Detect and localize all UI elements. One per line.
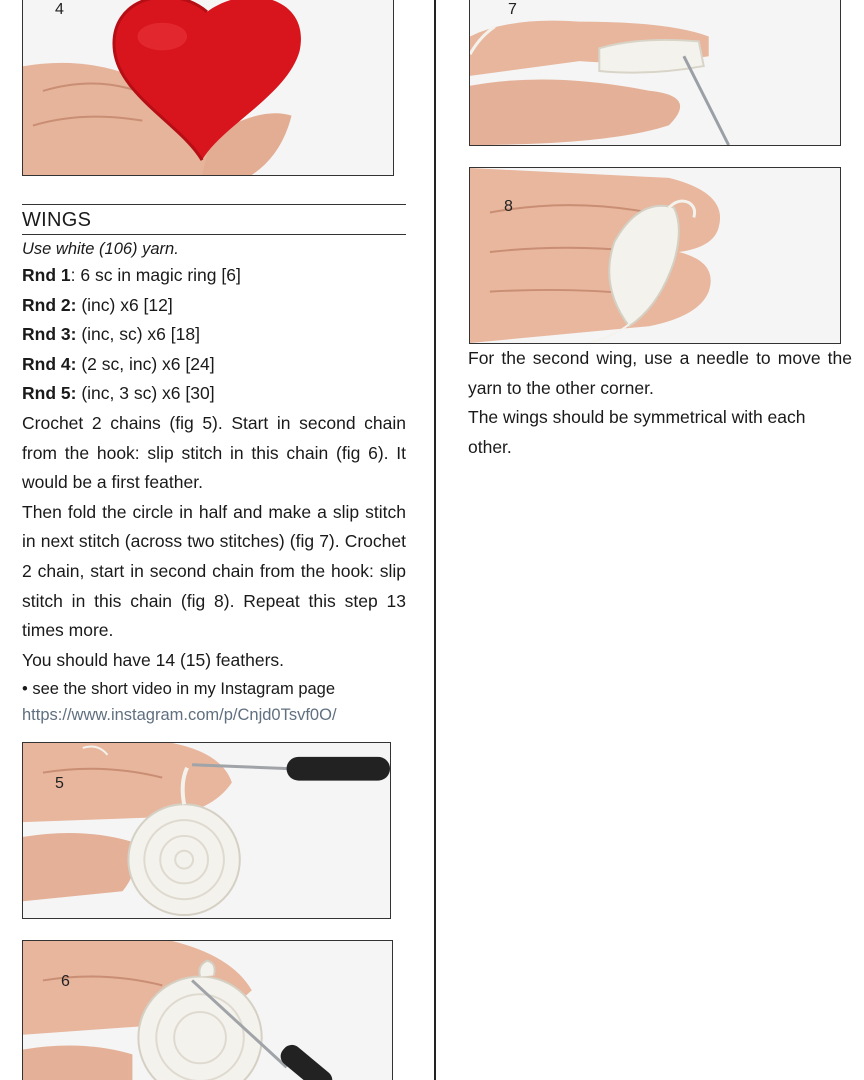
round-3 xyxy=(22,320,406,350)
round-4-text: (2 sc, inc) x6 [24] xyxy=(76,353,215,374)
figure-8-number: 8 xyxy=(504,198,513,215)
instagram-link[interactable]: https://www.instagram.com/p/Cnjd0Tsvf0O/ xyxy=(22,706,337,725)
round-5-text: (inc, 3 sc) x6 [30] xyxy=(76,383,215,404)
round-3-text: (inc, sc) x6 [18] xyxy=(76,324,200,345)
round-2-label: Rnd 2: xyxy=(22,294,77,315)
figure-6-image xyxy=(23,941,392,1080)
round-3-label: Rnd 3: xyxy=(22,324,77,345)
figure-5-number: 5 xyxy=(55,775,64,792)
figure-8-photo xyxy=(469,167,841,344)
figure-4-heart-photo xyxy=(22,0,394,176)
round-2 xyxy=(22,291,406,321)
figure-5-image xyxy=(23,743,390,918)
round-5 xyxy=(22,379,406,409)
round-1-text: 6 sc in magic ring [6] xyxy=(75,265,241,285)
figure-8-image xyxy=(470,168,840,343)
round-4 xyxy=(22,350,406,380)
feather-count: You should have 14 (15) feathers. xyxy=(22,649,285,670)
figure-7-number: 7 xyxy=(508,1,517,18)
video-note: • see the short video in my Instagram page xyxy=(22,680,336,699)
second-wing-instructions: For the second wing, use a needle to move the yarn to the other corner. xyxy=(468,348,852,398)
figure-7-image xyxy=(470,0,840,145)
figure-6-number: 6 xyxy=(61,973,70,990)
figure-4-number: 4 xyxy=(55,1,64,18)
wings-section xyxy=(22,204,406,727)
figure-6-photo xyxy=(22,940,393,1080)
round-5-label: Rnd 5: xyxy=(22,383,77,404)
round-1-label: Rnd 1 xyxy=(22,265,71,285)
figure-7-photo xyxy=(469,0,841,146)
round-4-label: Rnd 4: xyxy=(22,353,77,374)
heart-photo-image xyxy=(23,0,393,175)
round-1-sep: : xyxy=(70,265,76,285)
symmetry-note: The wings should be symmetrical with each other. xyxy=(468,407,806,457)
right-column-text xyxy=(468,344,852,462)
wings-title: WINGS xyxy=(22,204,406,235)
round-2-text: (inc) x6 [12] xyxy=(76,294,173,315)
wings-yarn-note: Use white (106) yarn. xyxy=(22,240,179,258)
feather-instructions-2: Then fold the circle in half and make a slip stitch in next stitch (across two stitches) (fig 7). Crochet 2 chain, start in second chain from the hook: slip stitch in this chain (fig 8). Repeat this step 13 times more. xyxy=(22,501,406,641)
feather-instructions-1: Crochet 2 chains (fig 5). Start in second chain from the hook: slip stitch in this chain (fig 6). It would be a first feather. xyxy=(22,412,406,493)
figure-5-photo xyxy=(22,742,391,919)
round-1 xyxy=(22,261,406,291)
column-divider xyxy=(434,0,436,1080)
